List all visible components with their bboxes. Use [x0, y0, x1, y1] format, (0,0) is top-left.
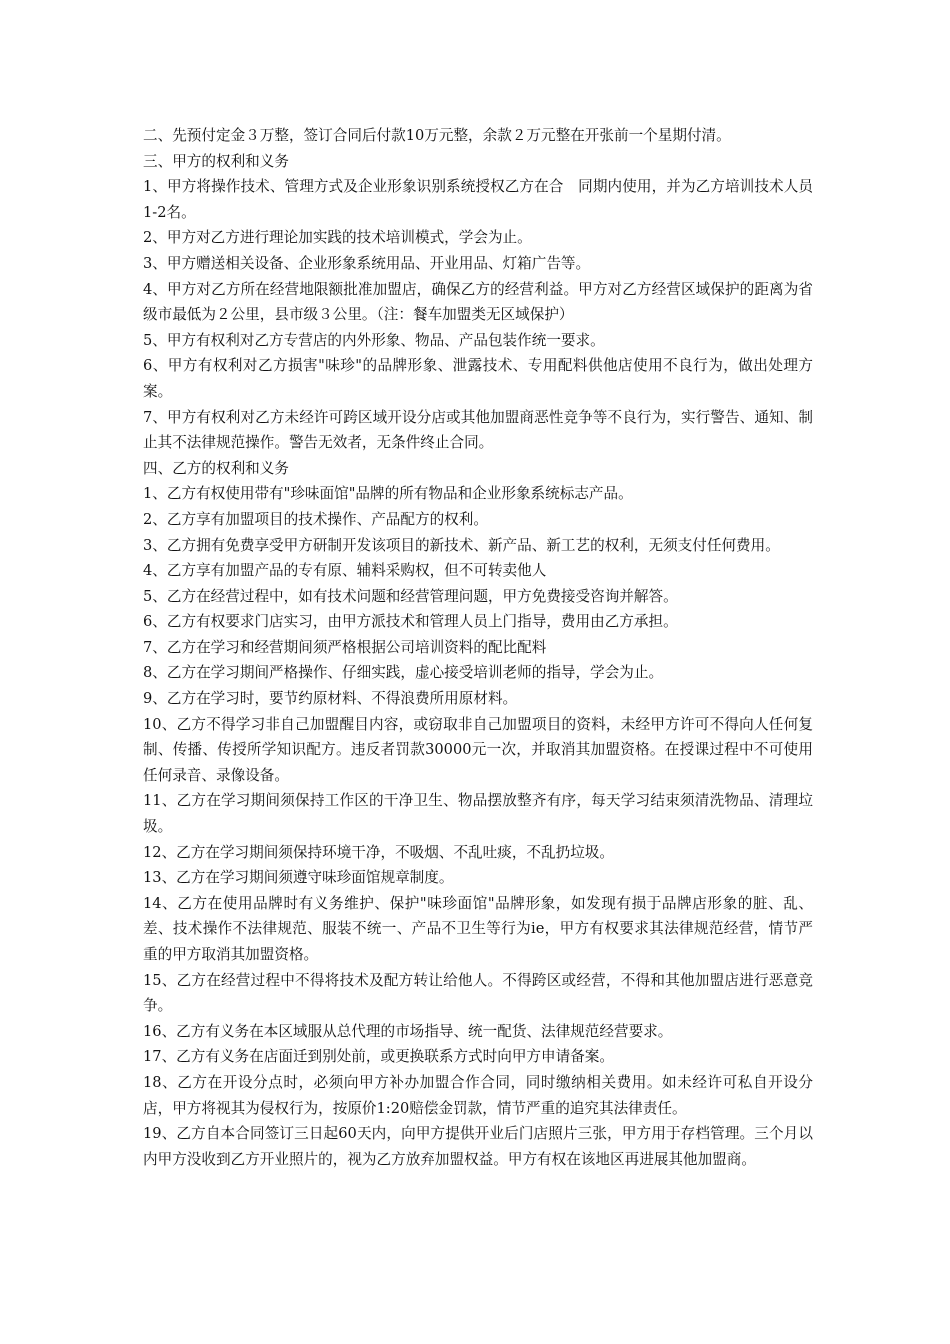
- party-b-clause-7: 7、乙方在学习和经营期间须严格根据公司培训资料的配比配料: [143, 638, 547, 656]
- party-a-clause-3: 3、甲方赠送相关设备、企业形象系统用品、开业用品、灯箱广告等。: [143, 254, 591, 272]
- party-a-clause-5: 5、甲方有权利对乙方专营店的内外形象、物品、产品包装作统一要求。: [143, 331, 605, 349]
- party-b-clause-8: 8、乙方在学习期间严格操作、仔细实践，虚心接受培训老师的指导，学会为止。: [143, 664, 664, 682]
- party-b-clause-14: 14、乙方在使用品牌时有义务维护、保护"味珍面馆"品牌形象，如发现有损于品牌店形象的脏、乱、差、技术操作不法律规范、服装不统一、产品不卫生等行为ie，甲方有权要求其法律规范经营，情节严重的甲方取消其加盟资格。: [143, 894, 813, 963]
- party-b-clause-2: 2、乙方享有加盟项目的技术操作、产品配方的权利。: [143, 510, 488, 528]
- party-b-clause-12: 12、乙方在学习期间须保持环境干净，不吸烟、不乱吐痰，不乱扔垃圾。: [143, 843, 614, 861]
- section-heading-party-b: 四、乙方的权利和义务: [143, 459, 289, 477]
- party-b-clause-5: 5、乙方在经营过程中，如有技术问题和经营管理问题，甲方免费接受咨询并解答。: [143, 587, 678, 605]
- payment-terms-paragraph: 二、先预付定金３万整，签订合同后付款10万元整，余款２万元整在开张前一个星期付清。: [143, 127, 731, 144]
- party-a-clause-6: 6、甲方有权利对乙方损害"味珍"的品牌形象、泄露技术、专用配料供他店使用不良行为，做出处理方案。: [143, 357, 813, 400]
- party-a-clause-4: 4、甲方对乙方所在经营地限额批准加盟店，确保乙方的经营利益。甲方对乙方经营区域保护的距离为省级市最低为２公里，县市级３公里。（注：餐车加盟类无区域保护）: [143, 280, 813, 324]
- party-b-clause-19: 19、乙方自本合同签订三日起60天内，向甲方提供开业后门店照片三张，甲方用于存档管理。三个月以内甲方没收到乙方开业照片的，视为乙方放弃加盟权益。甲方有权在该地区再进展其他加盟商。: [143, 1125, 813, 1168]
- party-b-clause-15: 15、乙方在经营过程中不得将技术及配方转让给他人。不得跨区或经营，不得和其他加盟店进行恶意竞争。: [143, 971, 813, 1015]
- party-b-clause-9: 9、乙方在学习时，要节约原材料、不得浪费所用原材料。: [143, 690, 518, 708]
- section-heading-party-a: 三、甲方的权利和义务: [143, 152, 289, 170]
- party-b-clause-6: 6、乙方有权要求门店实习，由甲方派技术和管理人员上门指导，费用由乙方承担。: [143, 613, 678, 631]
- party-b-clause-10: 10、乙方不得学习非自己加盟醒目内容，或窃取非自己加盟项目的资料，未经甲方许可不得向人任何复制、传播、传授所学知识配方。违反者罚款30000元一次，并取消其加盟资格。在授课过程中不可使用任何录音、录像设备。: [143, 715, 813, 784]
- party-b-clause-3: 3、乙方拥有免费享受甲方研制开发该项目的新技术、新产品、新工艺的权利，无须支付任何费用。: [143, 536, 780, 554]
- party-b-clause-4: 4、乙方享有加盟产品的专有原、辅料采购权，但不可转卖他人: [143, 562, 547, 580]
- party-b-clause-13: 13、乙方在学习期间须遵守味珍面馆规章制度。: [143, 869, 454, 887]
- party-b-clause-18: 18、乙方在开设分点时，必须向甲方补办加盟合作合同，同时缴纳相关费用。如未经许可私自开设分店，甲方将视其为侵权行为，按原价1:20赔偿金罚款，情节严重的追究其法律责任。: [143, 1073, 813, 1117]
- party-b-clause-11: 11、乙方在学习期间须保持工作区的干净卫生、物品摆放整齐有序，每天学习结束须清洗物品、清理垃圾。: [143, 792, 813, 836]
- party-a-clause-7: 7、甲方有权利对乙方未经许可跨区域开设分店或其他加盟商恶性竞争等不良行为，实行警告、通知、制止其不法律规范操作。警告无效者，无条件终止合同。: [143, 408, 813, 452]
- party-b-clause-17: 17、乙方有义务在店面迁到别处前，或更换联系方式时向甲方申请备案。: [143, 1048, 614, 1066]
- party-b-clause-16: 16、乙方有义务在本区域服从总代理的市场指导、统一配货、法律规范经营要求。: [143, 1022, 673, 1040]
- document-body: [143, 123, 813, 1172]
- party-a-clause-2: 2、甲方对乙方进行理论加实践的技术培训模式，学会为止。: [143, 229, 532, 247]
- party-b-clause-1: 1、乙方有权使用带有"珍味面馆"品牌的所有物品和企业形象系统标志产品。: [143, 485, 633, 503]
- party-a-clause-1: 1、甲方将操作技术、管理方式及企业形象识别系统授权乙方在合 同期内使用，并为乙方培训技术人员1-2名。: [143, 178, 813, 221]
